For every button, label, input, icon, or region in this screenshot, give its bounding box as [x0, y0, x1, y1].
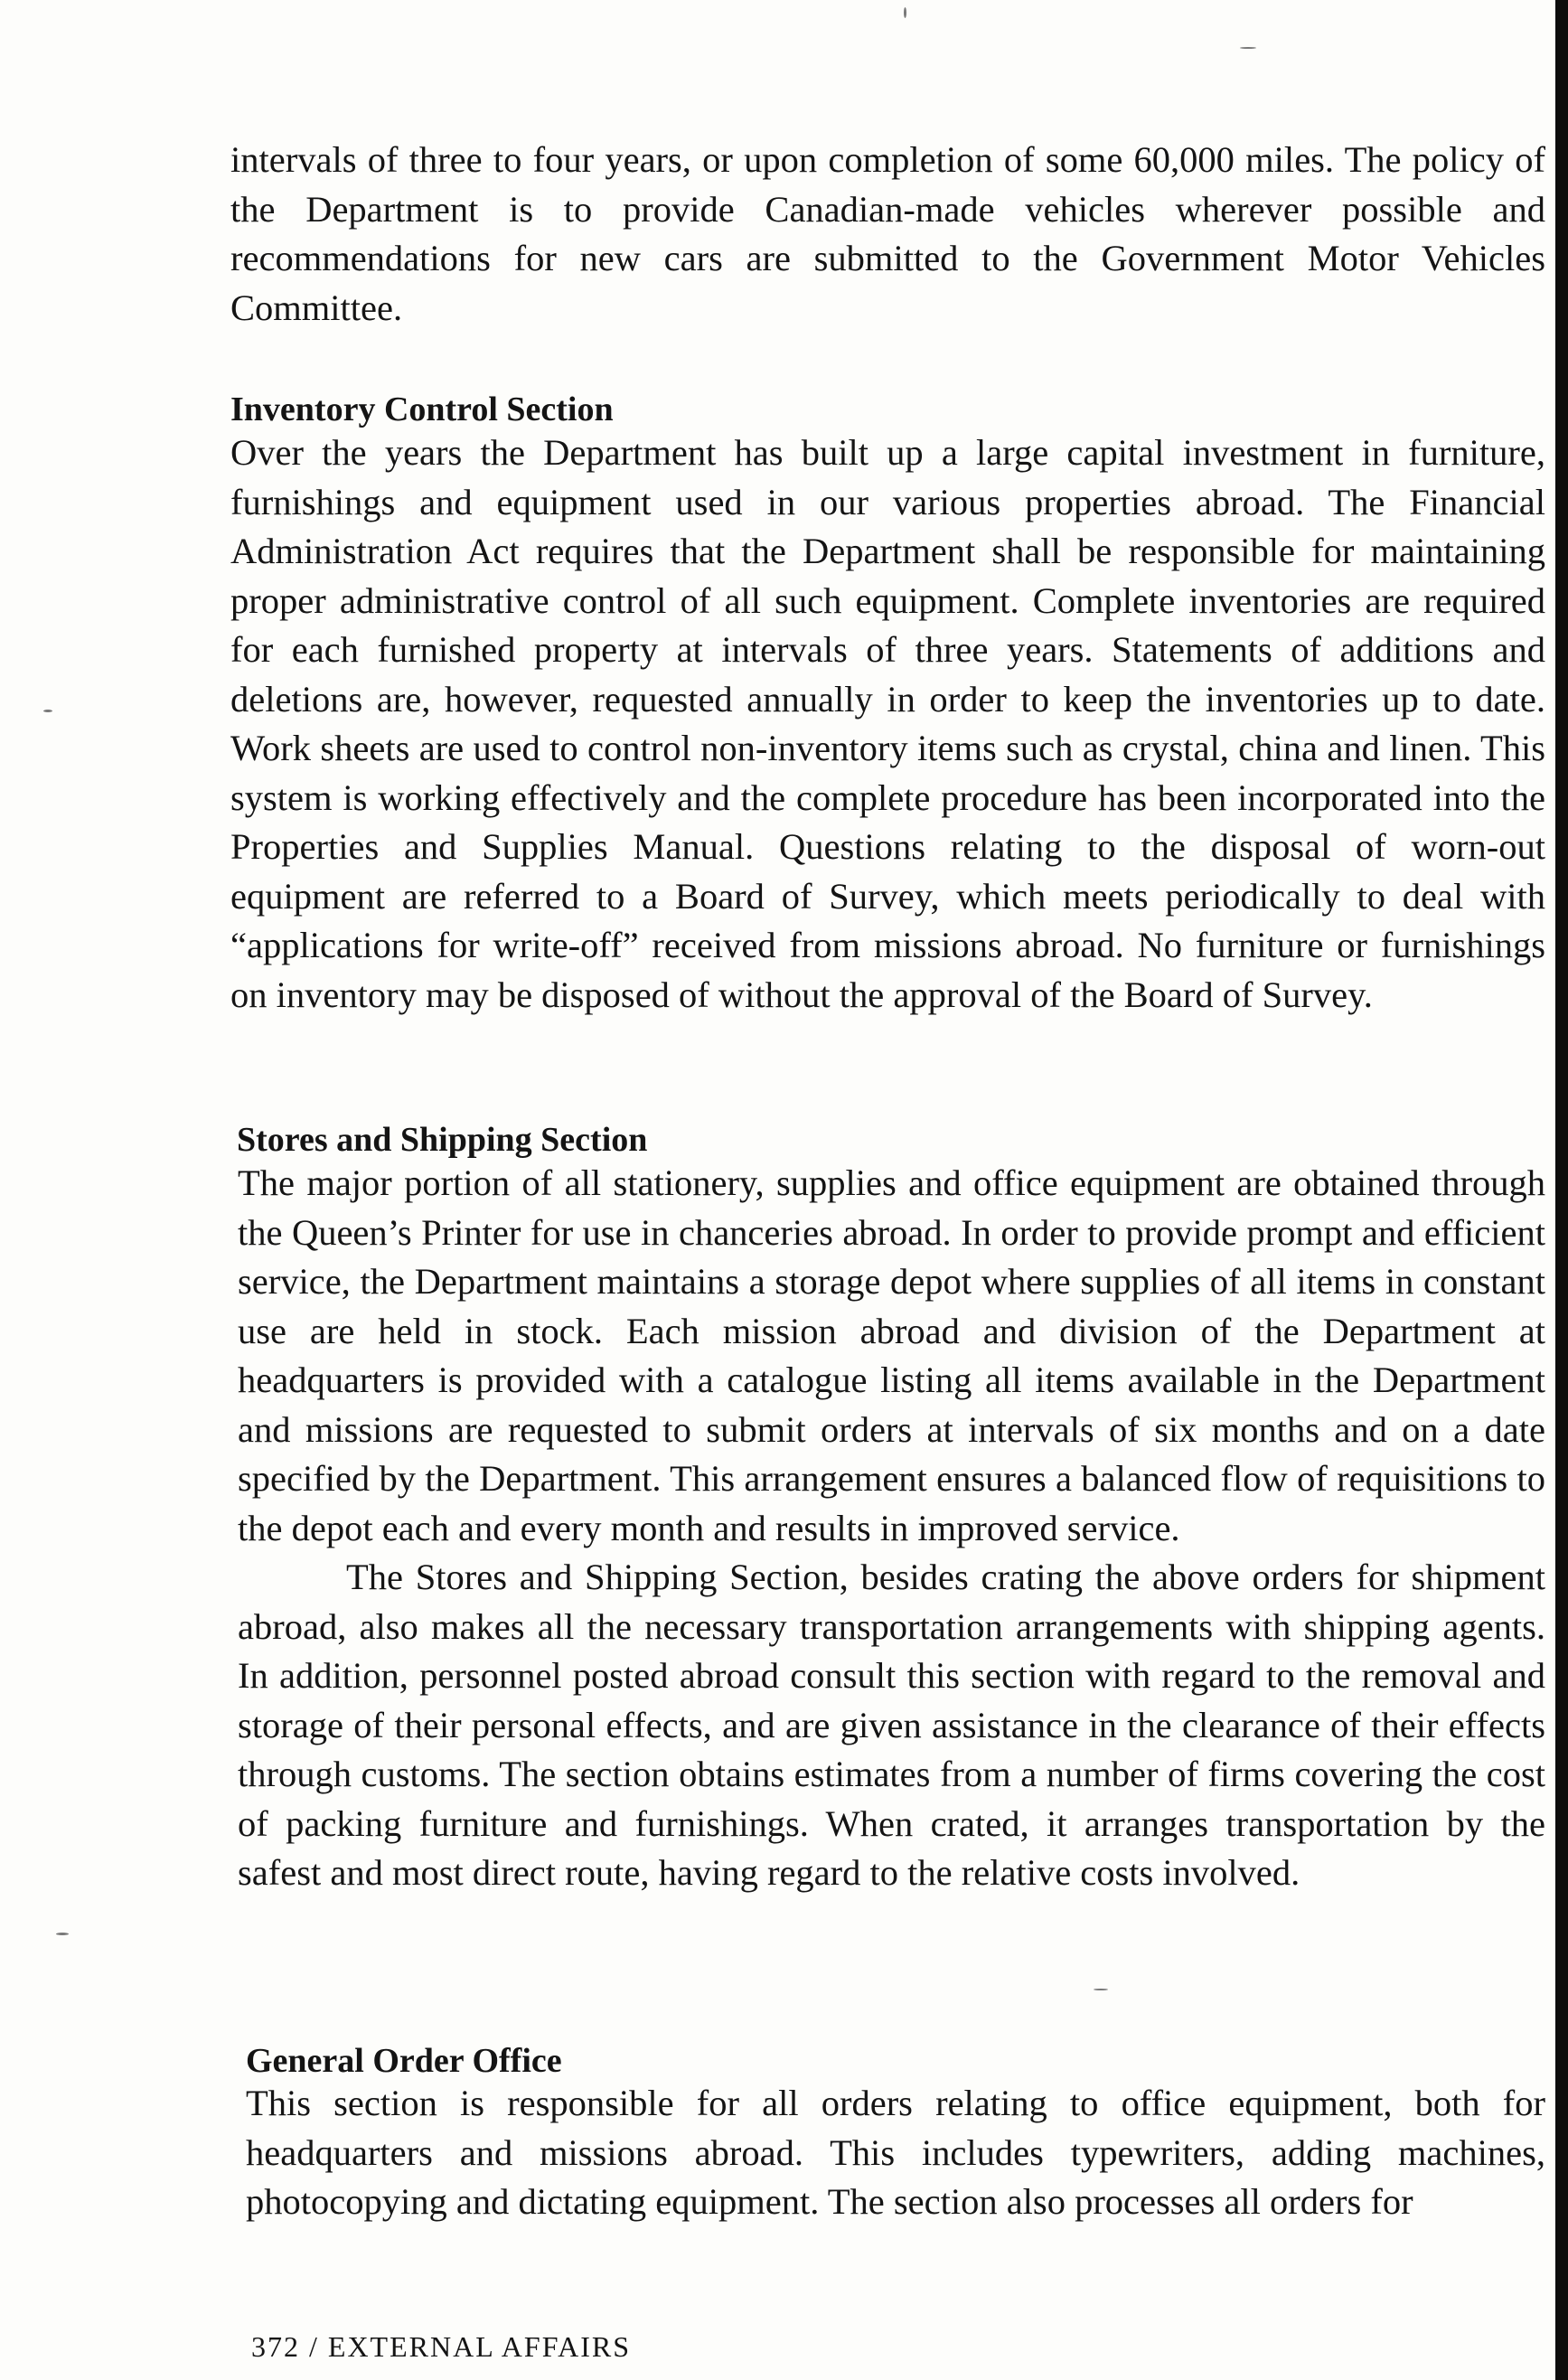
scan-mark — [1240, 47, 1256, 49]
scan-mark — [43, 710, 52, 712]
stores-shipping-section — [238, 1159, 1545, 1898]
body-text: Over the years the Department has built up a large capital investment in furniture, furnishings and equipment used in our various properties abroad. The Financial Administration Act requires that the Department shall be responsible for maintaining proper administrative control of all such equipment. Complete inventories are required for each furnished property at intervals of three years. Statements of additions and deletions are, however, requested annually in order to keep the inventories up to date. Work sheets are used to control non-inventory items such as crystal, china and linen. This system is working effectively and the complete procedure has been incorporated into the Properties and Supplies Manual. Questions relating to the disposal of worn-out equipment are referred to a Board of Survey, which meets periodically to deal with “applications for write-off” received from missions abroad. No furniture or furnishings on inventory may be disposed of without the approval of the Board of Survey. — [230, 432, 1545, 1015]
section-heading-stores-shipping: Stores and Shipping Section — [237, 1121, 648, 1159]
body-text: This section is responsible for all orders relating to office equipment, both for headquarters and missions abroad. This includes typewriters, adding machines, photocopying and dictating equipment. The section also processes all orders for — [246, 2083, 1545, 2222]
scan-mark — [56, 1933, 69, 1935]
section-heading-inventory-control: Inventory Control Section — [230, 390, 614, 428]
scan-mark — [904, 7, 906, 18]
body-text: intervals of three to four years, or upon completion of some 60,000 miles. The policy of the Department is to provide Canadian-made vehicles wherever possible and recommendations for new cars are submitted to the Government Motor Vehicles Committee. — [230, 139, 1545, 328]
inventory-control-section — [230, 428, 1545, 1020]
page-footer: 372 / EXTERNAL AFFAIRS — [251, 2330, 632, 2363]
scan-mark — [1094, 1989, 1108, 1990]
body-text: The Stores and Shipping Section, besides crating the above orders for shipment abroad, also makes all the necessary transportation arrangements with shipping agents. In addition, personnel posted abroad consult this section with regard to the removal and storage of their personal effects, and are given assistance in the clearance of their effects through customs. The section obtains estimates from a number of firms covering the cost of packing furniture and furnishings. When crated, it arranges transportation by the safest and most direct route, having regard to the relative costs involved. — [238, 1557, 1545, 1893]
general-order-office-section — [246, 2079, 1545, 2227]
intro-paragraph — [230, 136, 1545, 333]
section-heading-general-order-office: General Order Office — [246, 2042, 562, 2080]
body-text: The major portion of all stationery, supplies and office equipment are obtained through the Queen’s Printer for use in chanceries abroad. In order to provide prompt and efficient service, the Department maintains a storage depot where supplies of all items in constant use are held in stock. Each mission abroad and division of the Department at headquarters is provided with a catalogue listing all items available in the Department and missions are requested to submit orders at intervals of six months and on a date specified by the Department. This arrangement ensures a balanced flow of requisitions to the depot each and every month and results in improved service. — [238, 1162, 1545, 1548]
scan-edge-shadow — [1555, 0, 1568, 2380]
